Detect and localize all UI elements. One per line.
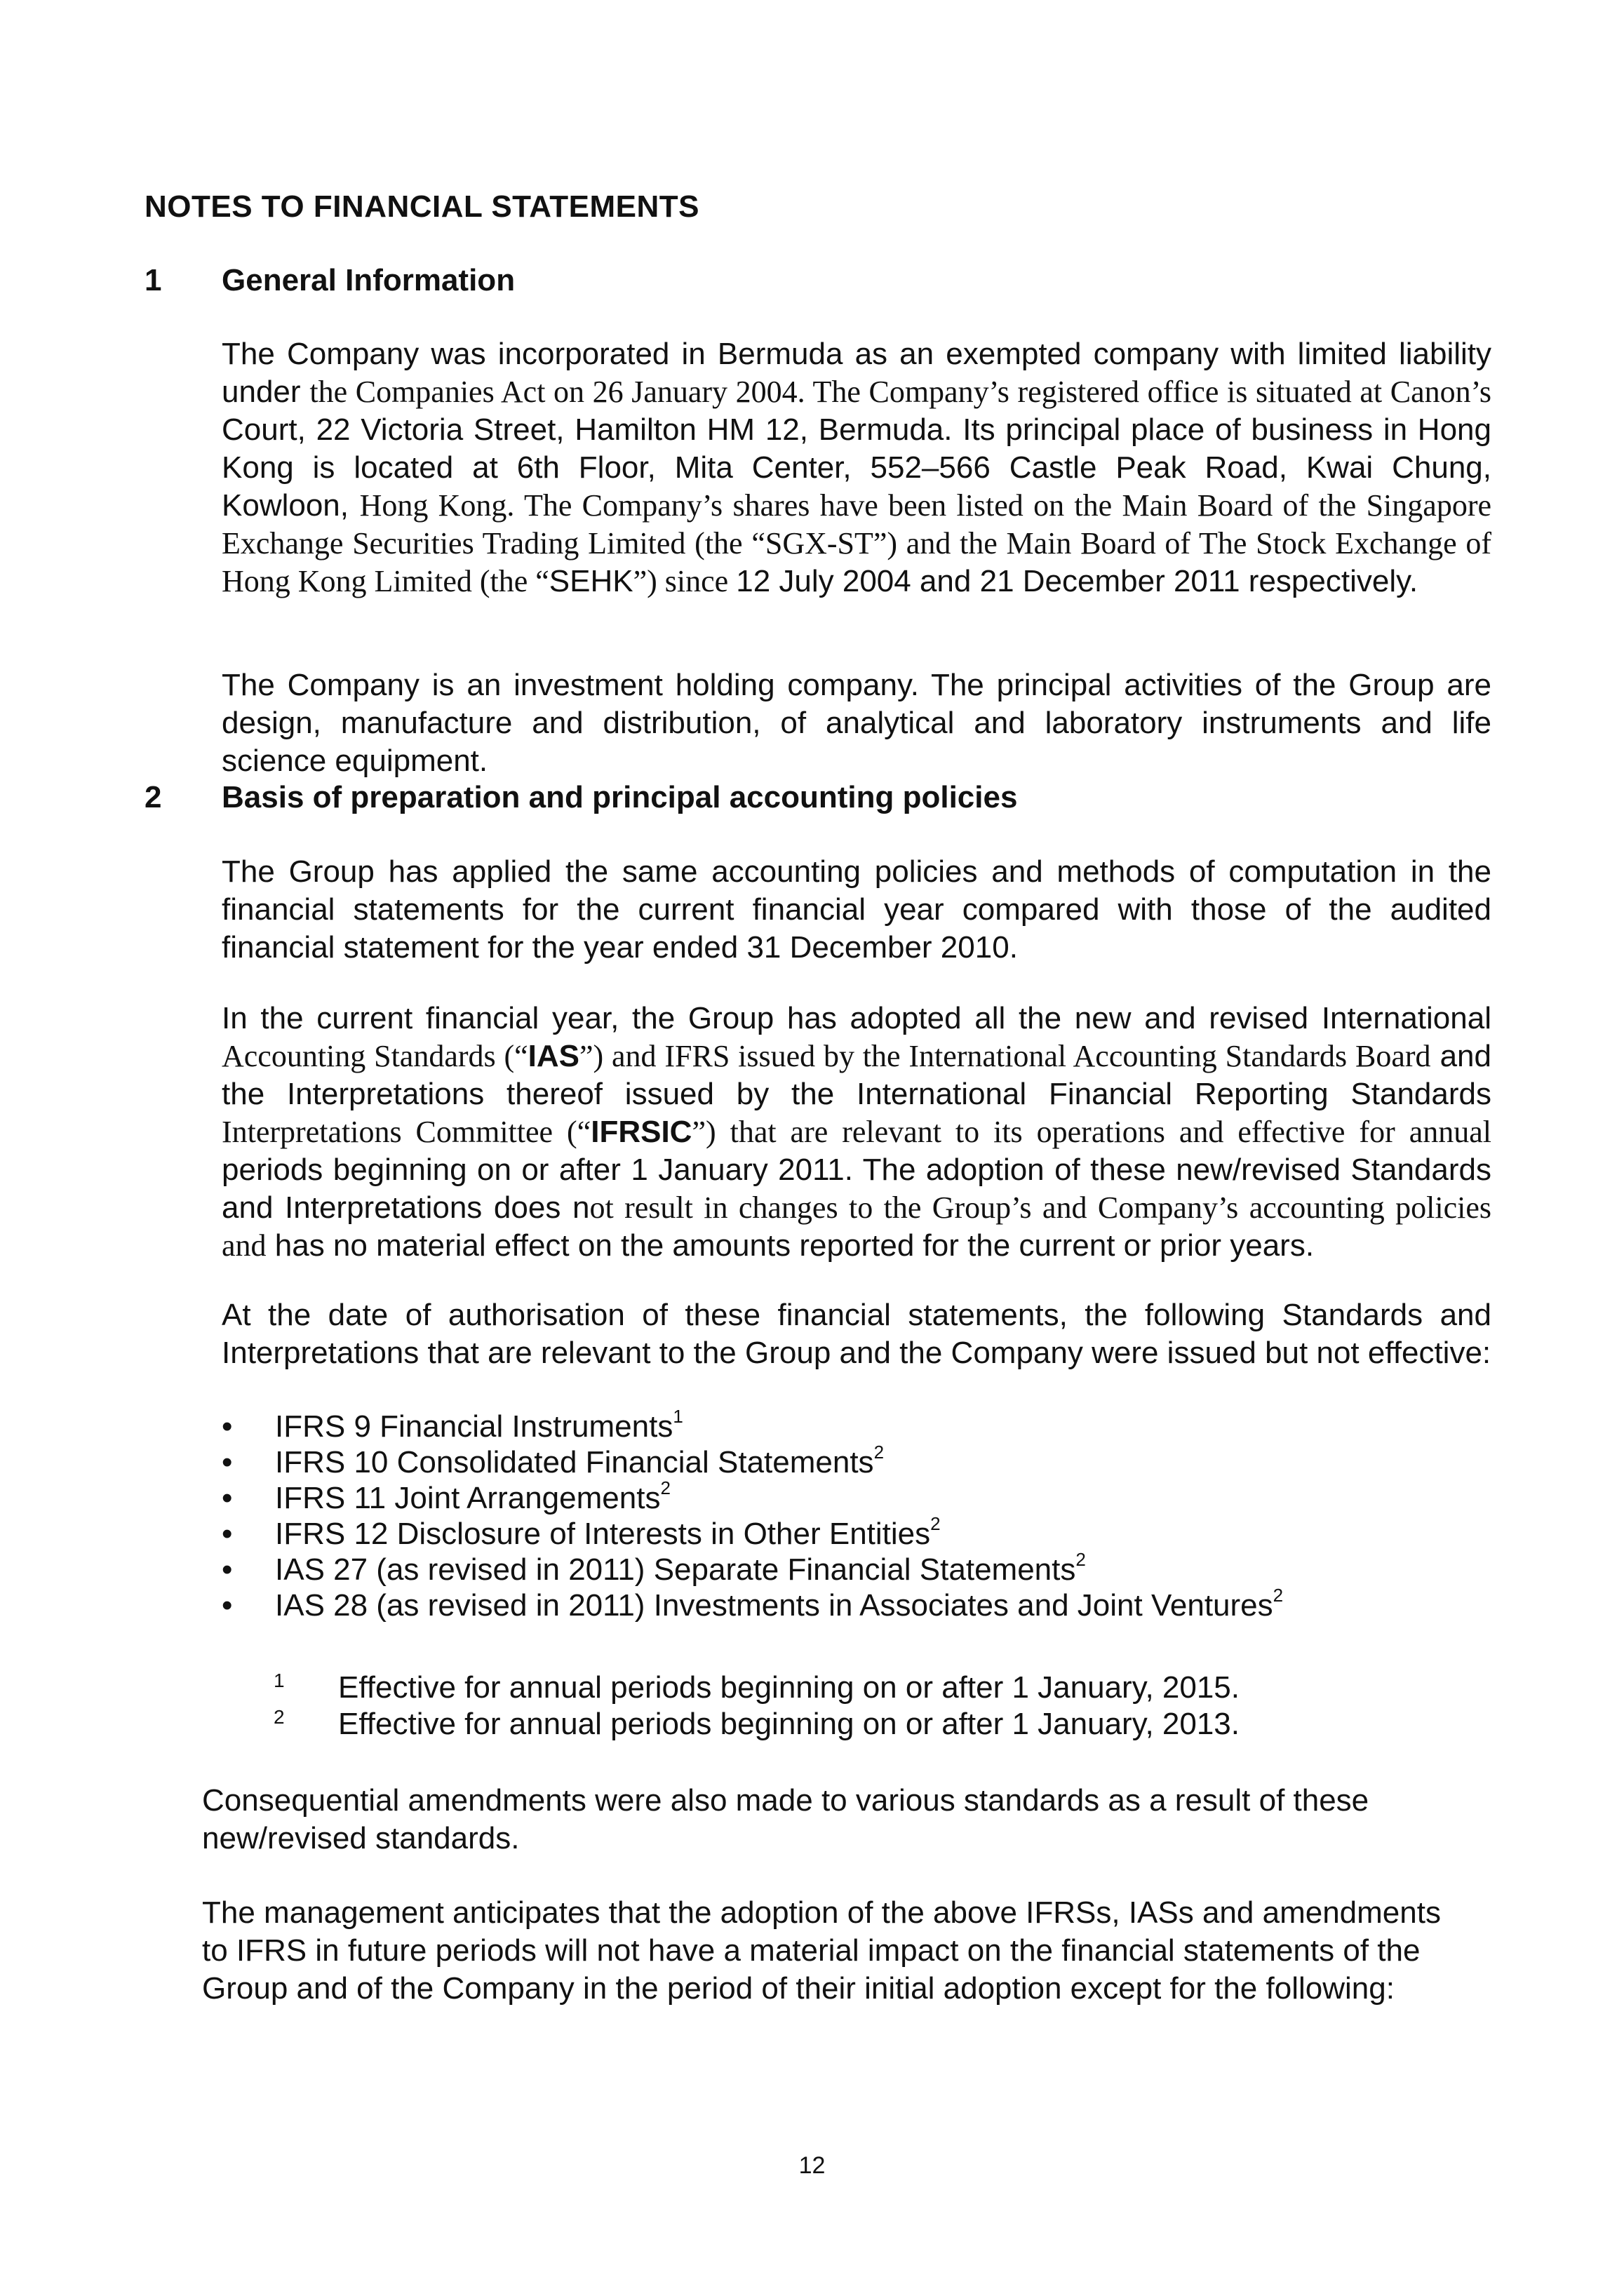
section-1-paragraph-2: The Company is an investment holding company. The principal activities of the Group are design, manufacture and distribution, of analytical and laboratory instruments and life science equipment. (222, 668, 1491, 778)
footnote-ref: 2 (1273, 1585, 1284, 1606)
footnote-mark: 1 (274, 1670, 285, 1691)
p2-text-d: and the Interpretations thereof issued by the International Financial Reporting Standards (222, 1039, 1491, 1111)
p2-text-i: has no material effect on the amounts reported for the current or prior years. (274, 1228, 1315, 1263)
footnote-ref: 1 (673, 1406, 683, 1428)
p1-text-f: ”) since (633, 564, 737, 598)
list-item (222, 1513, 1283, 1552)
page-number: 12 (798, 2152, 826, 2179)
p1-text-a: The Company was incorporated in Bermuda as an exempted company with limited liability under (222, 337, 1491, 409)
list-item (222, 1477, 1283, 1516)
footnote-text: Effective for annual periods beginning on or after 1 January, 2013. (338, 1707, 1240, 1741)
section-2-paragraph-1: The Group has applied the same accounting policies and methods of computation in the financial statements for the current financial year compared with those of the audited financial statement for the year ended 31 December 2010. (222, 854, 1491, 965)
p2-text-f: ”) that are relevant to its operations and effective for annual (692, 1115, 1491, 1149)
section-2-number: 2 (145, 780, 162, 814)
list-item-text: IFRS 11 Joint Arrangements (275, 1481, 661, 1515)
page-title: NOTES TO FINANCIAL STATEMENTS (145, 189, 700, 224)
list-item (222, 1549, 1283, 1587)
p1-text-b: the Companies Act on 26 January 2004. The Company’s registered office is situated at Canon’s (309, 375, 1491, 409)
standards-list (222, 1406, 1284, 1623)
footnote-ref: 2 (660, 1477, 671, 1499)
footnote-text: Effective for annual periods beginning on or after 1 January, 2015. (338, 1670, 1240, 1705)
bullet-icon: • (222, 1588, 233, 1623)
list-item-text: IFRS 10 Consolidated Financial Statements (275, 1445, 874, 1479)
p2-text-a: In the current financial year, the Group has adopted all the new and revised International (222, 1001, 1491, 1035)
section-2-title: Basis of preparation and principal accounting policies (222, 780, 1018, 814)
list-item-text: IFRS 9 Financial Instruments (275, 1409, 673, 1444)
bullet-icon: • (222, 1409, 233, 1444)
footnote-ref: 2 (1075, 1549, 1086, 1571)
p2-text-c: ”) and IFRS issued by the International Accounting Standards Board (579, 1039, 1431, 1073)
section-2-paragraph-5: The management anticipates that the adoption of the above IFRSs, IASs and amendments to IFRS in future periods will not have a material impact on the financial statements of the Group and of the Company in the period of their initial adoption except for the following: (202, 1895, 1441, 2006)
p1-text-e: SEHK (549, 564, 633, 598)
bullet-icon: • (222, 1517, 233, 1551)
list-item-text: IFRS 12 Disclosure of Interests in Other Entities (275, 1517, 931, 1551)
p1-text-d: Hong Kong. The Company’s shares have been listed on the Main Board of the Singapore Exchange Securities Trading Limited (the “SGX-ST”) and the Main Board of The Stock Exchange of Hong Kong Limited (the “ (222, 488, 1491, 598)
list-item (222, 1406, 1283, 1444)
list-item (222, 1587, 1283, 1623)
p2-text-ias: IAS (528, 1039, 579, 1073)
section-2-paragraph-4: Consequential amendments were also made to various standards as a result of these new/revised standards. (202, 1783, 1369, 1855)
section-2-paragraph-3: At the date of authorisation of these financial statements, the following Standards and Interpretations that are relevant to the Group and the Company were issued but not effective: (222, 1298, 1491, 1370)
section-1-title: General Information (222, 263, 516, 297)
p2-text-ifrsic: IFRSIC (591, 1115, 692, 1149)
footnote-ref: 2 (930, 1513, 941, 1535)
p1-text-c: Court, 22 Victoria Street, Hamilton HM 12, Bermuda. Its principal place of business in Hong Kong is located at 6th Floor, Mita Center, 552–566 Castle Peak Road, Kwai Chung, Kowloon, (222, 412, 1491, 523)
list-item-text: IAS 28 (as revised in 2011) Investments in Associates and Joint Ventures (275, 1588, 1273, 1623)
p2-text-g: periods beginning on or after 1 January 2011. The adoption of these new/revised Standards and Interpretations does n (222, 1153, 1491, 1225)
bullet-icon: • (222, 1481, 233, 1515)
footnote-mark: 2 (274, 1706, 285, 1728)
p2-text-h: ot result in changes to the Group’s and Company’s accounting policies and (222, 1190, 1491, 1263)
p2-text-e: Interpretations Committee (“ (222, 1115, 591, 1149)
p2-text-b: Accounting Standards (“ (222, 1039, 528, 1073)
p1-text-g: 12 July 2004 and 21 December 2011 respectively. (736, 564, 1418, 598)
list-item (222, 1444, 1283, 1480)
footnote-ref: 2 (873, 1442, 885, 1463)
list-item-text: IAS 27 (as revised in 2011) Separate Financial Statements (275, 1552, 1076, 1587)
bullet-icon: • (222, 1445, 233, 1479)
bullet-icon: • (222, 1552, 233, 1587)
section-1-number: 1 (145, 263, 162, 297)
section-1-paragraph-1 (222, 335, 1491, 600)
section-2-paragraph-2 (222, 1000, 1491, 1265)
